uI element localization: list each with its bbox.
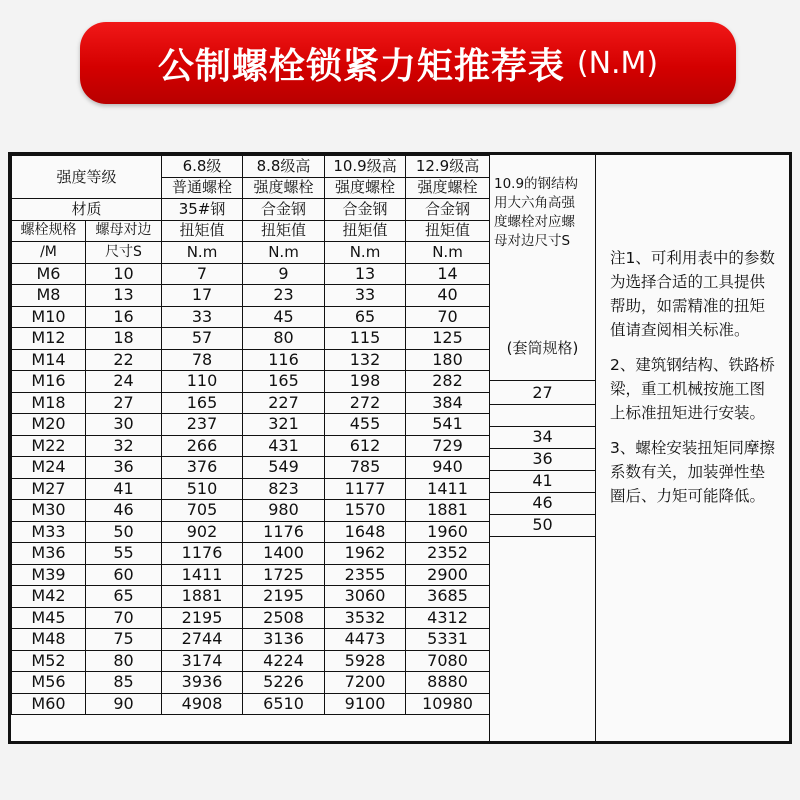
- table-row: [12, 285, 490, 307]
- torque-88-cell: 165: [243, 371, 325, 393]
- torque-109-cell: 4473: [325, 629, 406, 651]
- nut-size-cell: 22: [86, 349, 162, 371]
- torque-129-cell: 1960: [406, 521, 490, 543]
- torque-68-cell: 2744: [162, 629, 243, 651]
- socket-size-m27: 46: [490, 492, 595, 515]
- torque-109-cell: 132: [325, 349, 406, 371]
- spec-cell: M12: [12, 328, 86, 350]
- torque-68-cell: 376: [162, 457, 243, 479]
- spec-cell: M16: [12, 371, 86, 393]
- spec-cell: M52: [12, 650, 86, 672]
- nut-size-cell: 80: [86, 650, 162, 672]
- torque-88-cell: 2508: [243, 607, 325, 629]
- torque-129-cell: 14: [406, 263, 490, 285]
- steel-header-block: [490, 155, 595, 381]
- nut-size-cell: 24: [86, 371, 162, 393]
- table-row: [12, 543, 490, 565]
- table-row: [12, 607, 490, 629]
- torque-109-cell: 65: [325, 306, 406, 328]
- socket-size-m16: 27: [490, 382, 595, 405]
- torque-68-cell: 33: [162, 306, 243, 328]
- torque-88-cell: 1176: [243, 521, 325, 543]
- material-109: 合金钢: [325, 199, 406, 221]
- torque-68-cell: 17: [162, 285, 243, 307]
- torque-109-cell: 3532: [325, 607, 406, 629]
- nut-size-cell: 60: [86, 564, 162, 586]
- spec-cell: M10: [12, 306, 86, 328]
- torque-109-cell: 1177: [325, 478, 406, 500]
- spec-cell: M24: [12, 457, 86, 479]
- spec-cell: M27: [12, 478, 86, 500]
- torque-109-cell: 785: [325, 457, 406, 479]
- torque-129-cell: 180: [406, 349, 490, 371]
- torque-129-cell: 2900: [406, 564, 490, 586]
- torque-label-88: 扭矩值: [243, 220, 325, 242]
- torque-129-cell: 4312: [406, 607, 490, 629]
- steel-heading-line: 母对边尺寸S: [494, 233, 571, 249]
- torque-88-cell: 6510: [243, 693, 325, 715]
- spec-cell: M45: [12, 607, 86, 629]
- torque-68-cell: 237: [162, 414, 243, 436]
- torque-label-129: 扭矩值: [406, 220, 490, 242]
- torque-109-cell: 1648: [325, 521, 406, 543]
- grade-129-line2: 强度螺栓: [406, 177, 490, 199]
- torque-88-cell: 1725: [243, 564, 325, 586]
- socket-size-m24: 41: [490, 470, 595, 493]
- torque-68-cell: 3936: [162, 672, 243, 694]
- table-row: [12, 672, 490, 694]
- note-2: 2、建筑钢结构、铁路桥梁，重工机械按施工图上标准扭矩进行安装。: [610, 356, 775, 422]
- spec-cell: M8: [12, 285, 86, 307]
- note-3: 3、螺栓安装扭矩同摩擦系数有关，加装弹性垫圈后、力矩可能降低。: [610, 439, 775, 505]
- torque-88-cell: 321: [243, 414, 325, 436]
- torque-109-cell: 1570: [325, 500, 406, 522]
- material-88: 合金钢: [243, 199, 325, 221]
- spec-cell: M30: [12, 500, 86, 522]
- nut-size-cell: 55: [86, 543, 162, 565]
- torque-109-cell: 115: [325, 328, 406, 350]
- nut-size-cell: 36: [86, 457, 162, 479]
- torque-label-68: 扭矩值: [162, 220, 243, 242]
- grade-68-line2: 普通螺栓: [162, 177, 243, 199]
- material-129: 合金钢: [406, 199, 490, 221]
- unit-label-68: N.m: [162, 242, 243, 264]
- unit-label-109: N.m: [325, 242, 406, 264]
- socket-size-m18: [490, 404, 595, 427]
- torque-88-cell: 431: [243, 435, 325, 457]
- torque-129-cell: 541: [406, 414, 490, 436]
- torque-label-109: 扭矩值: [325, 220, 406, 242]
- torque-88-cell: 2195: [243, 586, 325, 608]
- grade-68-line1: 6.8级: [162, 156, 243, 178]
- nut-size-cell: 18: [86, 328, 162, 350]
- torque-88-cell: 9: [243, 263, 325, 285]
- torque-88-cell: 1400: [243, 543, 325, 565]
- torque-129-cell: 1411: [406, 478, 490, 500]
- spec-cell: M60: [12, 693, 86, 715]
- torque-68-cell: 1881: [162, 586, 243, 608]
- table-row: [12, 392, 490, 414]
- table-row: [12, 521, 490, 543]
- torque-68-cell: 266: [162, 435, 243, 457]
- torque-109-cell: 33: [325, 285, 406, 307]
- table-row: [12, 457, 490, 479]
- torque-68-cell: 902: [162, 521, 243, 543]
- notes-panel: [610, 246, 780, 519]
- spec-label-line1: 螺栓规格: [12, 220, 86, 242]
- grade-88-line2: 强度螺栓: [243, 177, 325, 199]
- torque-68-cell: 4908: [162, 693, 243, 715]
- torque-88-cell: 549: [243, 457, 325, 479]
- table-row: [12, 328, 490, 350]
- nut-size-cell: 85: [86, 672, 162, 694]
- grade-label: 强度等级: [12, 156, 162, 199]
- material-68: 35#钢: [162, 199, 243, 221]
- torque-109-cell: 7200: [325, 672, 406, 694]
- torque-129-cell: 729: [406, 435, 490, 457]
- spec-cell: M39: [12, 564, 86, 586]
- torque-129-cell: 2352: [406, 543, 490, 565]
- nut-size-cell: 75: [86, 629, 162, 651]
- torque-68-cell: 2195: [162, 607, 243, 629]
- torque-129-cell: 1881: [406, 500, 490, 522]
- nut-size-cell: 46: [86, 500, 162, 522]
- torque-68-cell: 510: [162, 478, 243, 500]
- socket-size-m30: 50: [490, 514, 595, 537]
- torque-129-cell: 3685: [406, 586, 490, 608]
- torque-129-cell: 125: [406, 328, 490, 350]
- table-row: [12, 693, 490, 715]
- nut-size-cell: 65: [86, 586, 162, 608]
- spec-cell: M6: [12, 263, 86, 285]
- material-label: 材质: [12, 199, 162, 221]
- torque-129-cell: 40: [406, 285, 490, 307]
- torque-68-cell: 705: [162, 500, 243, 522]
- table-row: [12, 371, 490, 393]
- torque-88-cell: 4224: [243, 650, 325, 672]
- torque-109-cell: 2355: [325, 564, 406, 586]
- unit-label-129: N.m: [406, 242, 490, 264]
- unit-label-88: N.m: [243, 242, 325, 264]
- torque-88-cell: 23: [243, 285, 325, 307]
- grade-109-line2: 强度螺栓: [325, 177, 406, 199]
- torque-129-cell: 70: [406, 306, 490, 328]
- grade-109-line1: 10.9级高: [325, 156, 406, 178]
- torque-68-cell: 7: [162, 263, 243, 285]
- table-row: [12, 435, 490, 457]
- torque-129-cell: 940: [406, 457, 490, 479]
- steel-structure-column: [489, 155, 596, 741]
- nut-size-cell: 27: [86, 392, 162, 414]
- table-row: [12, 349, 490, 371]
- steel-heading-line: 10.9的钢结构: [494, 176, 579, 192]
- spec-cell: M22: [12, 435, 86, 457]
- table-row: [12, 306, 490, 328]
- torque-109-cell: 5928: [325, 650, 406, 672]
- title-unit: (N.M): [576, 45, 659, 81]
- table-row: [12, 564, 490, 586]
- spec-cell: M36: [12, 543, 86, 565]
- torque-88-cell: 3136: [243, 629, 325, 651]
- torque-88-cell: 227: [243, 392, 325, 414]
- table-row: [12, 263, 490, 285]
- torque-129-cell: 5331: [406, 629, 490, 651]
- table-row: [12, 629, 490, 651]
- nut-size-cell: 50: [86, 521, 162, 543]
- nut-size-cell: 70: [86, 607, 162, 629]
- torque-129-cell: 7080: [406, 650, 490, 672]
- table-row: [12, 414, 490, 436]
- nut-size-cell: 90: [86, 693, 162, 715]
- torque-68-cell: 3174: [162, 650, 243, 672]
- torque-88-cell: 823: [243, 478, 325, 500]
- torque-68-cell: 165: [162, 392, 243, 414]
- torque-109-cell: 198: [325, 371, 406, 393]
- spec-cell: M18: [12, 392, 86, 414]
- torque-129-cell: 384: [406, 392, 490, 414]
- spec-cell: M14: [12, 349, 86, 371]
- nut-label-line2: 尺寸S: [86, 242, 162, 264]
- torque-88-cell: 80: [243, 328, 325, 350]
- table-row: [12, 650, 490, 672]
- nut-size-cell: 10: [86, 263, 162, 285]
- torque-88-cell: 980: [243, 500, 325, 522]
- torque-68-cell: 78: [162, 349, 243, 371]
- torque-109-cell: 9100: [325, 693, 406, 715]
- nut-label-line1: 螺母对边: [86, 220, 162, 242]
- torque-68-cell: 57: [162, 328, 243, 350]
- note-1: 注1、可利用表中的参数为选择合适的工具提供帮助，如需精准的扭矩值请查阅相关标准。: [610, 249, 775, 339]
- torque-109-cell: 3060: [325, 586, 406, 608]
- nut-size-cell: 13: [86, 285, 162, 307]
- nut-size-cell: 41: [86, 478, 162, 500]
- torque-109-cell: 272: [325, 392, 406, 414]
- torque-129-cell: 10980: [406, 693, 490, 715]
- table-row: [12, 478, 490, 500]
- spec-cell: M48: [12, 629, 86, 651]
- torque-88-cell: 116: [243, 349, 325, 371]
- torque-109-cell: 612: [325, 435, 406, 457]
- grade-129-line1: 12.9级高: [406, 156, 490, 178]
- nut-size-cell: 16: [86, 306, 162, 328]
- torque-109-cell: 1962: [325, 543, 406, 565]
- torque-68-cell: 110: [162, 371, 243, 393]
- spec-label-line2: /M: [12, 242, 86, 264]
- torque-129-cell: 8880: [406, 672, 490, 694]
- torque-88-cell: 45: [243, 306, 325, 328]
- table-row: [12, 586, 490, 608]
- spec-cell: M20: [12, 414, 86, 436]
- grade-88-line1: 8.8级高: [243, 156, 325, 178]
- title-banner: [80, 22, 736, 104]
- torque-88-cell: 5226: [243, 672, 325, 694]
- table-row: [12, 500, 490, 522]
- torque-129-cell: 282: [406, 371, 490, 393]
- steel-heading-line: 用大六角高强: [494, 195, 575, 211]
- torque-109-cell: 13: [325, 263, 406, 285]
- nut-size-cell: 30: [86, 414, 162, 436]
- socket-size-m22: 36: [490, 448, 595, 471]
- spec-cell: M56: [12, 672, 86, 694]
- page-title: 公制螺栓锁紧力矩推荐表: [157, 45, 565, 87]
- torque-68-cell: 1176: [162, 543, 243, 565]
- torque-68-cell: 1411: [162, 564, 243, 586]
- torque-109-cell: 455: [325, 414, 406, 436]
- nut-size-cell: 32: [86, 435, 162, 457]
- socket-spec-label: (套筒规格): [506, 339, 579, 357]
- spec-cell: M42: [12, 586, 86, 608]
- torque-table: [11, 155, 490, 715]
- spec-cell: M33: [12, 521, 86, 543]
- steel-heading-line: 度螺栓对应螺: [494, 214, 575, 230]
- socket-size-m20: 34: [490, 426, 595, 449]
